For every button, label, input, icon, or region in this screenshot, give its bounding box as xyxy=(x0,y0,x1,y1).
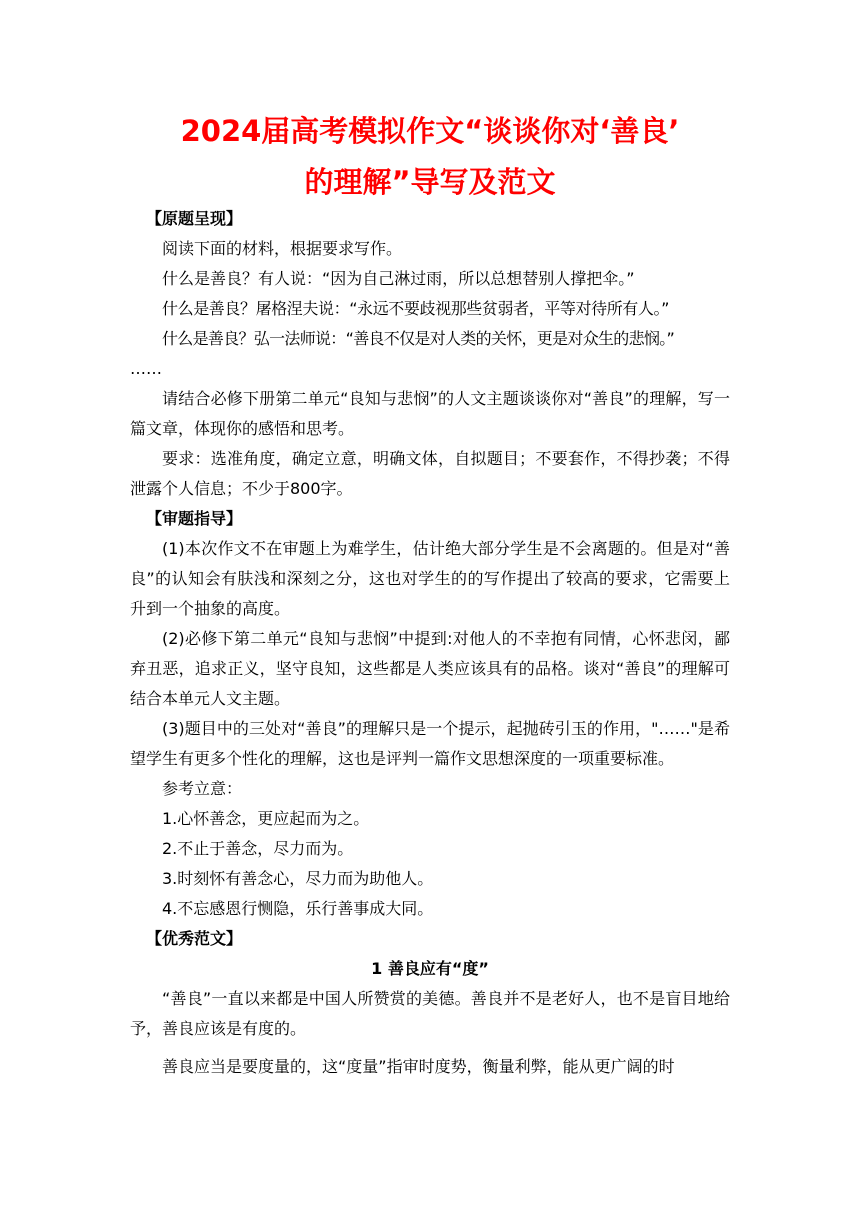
paragraph: 要求：选准角度，确定立意，明确文体，自拟题目；不要套作，不得抄袭；不得泄露个人信息；不少于800字。 xyxy=(130,449,730,498)
list-item: 2.不止于善念，尽力而为。 xyxy=(162,839,354,858)
section-heading-original: 【原题呈现】 xyxy=(146,209,243,228)
paragraph: (3)题目中的三处对“善良”的理解只是一个提示，起抛砖引玉的作用，"……"是希望学生有更多个性化的理解，这也是评判一篇作文思想深度的一项重要标准。 xyxy=(130,719,730,768)
paragraph: (1)本次作文不在审题上为难学生，估计绝大部分学生是不会离题的。但是对“善良”的认知会有肤浅和深刻之分，这也对学生的的写作提出了较高的要求，它需要上升到一个抽象的高度。 xyxy=(130,539,730,618)
essay-title: 1 善良应有“度” xyxy=(371,959,489,978)
list-item: 1.心怀善念，更应起而为之。 xyxy=(162,809,370,828)
list-item: 4.不忘感恩行恻隐，乐行善事成大同。 xyxy=(162,899,434,918)
list-item: 3.时刻怀有善念心，尽力而为助他人。 xyxy=(162,869,434,888)
paragraph: 什么是善良？有人说：“因为自己淋过雨，所以总想替别人撑把伞。” xyxy=(162,269,635,288)
ellipsis-line: …… xyxy=(130,359,162,378)
document-title-line-1: 2024届高考模拟作文“谈谈你对‘善良’ xyxy=(180,114,680,148)
paragraph: 阅读下面的材料，根据要求写作。 xyxy=(162,239,403,258)
document-title-line-2: 的理解”导写及范文 xyxy=(304,165,556,199)
paragraph: 什么是善良？弘一法师说：“善良不仅是对人类的关怀，更是对众生的悲悯。” xyxy=(162,329,675,348)
section-heading-guidance: 【审题指导】 xyxy=(146,509,243,528)
paragraph: 请结合必修下册第二单元“良知与悲悯”的人文主题谈谈你对“善良”的理解，写一篇文章，体现你的感悟和思考。 xyxy=(130,389,730,438)
paragraph: 参考立意： xyxy=(162,779,243,798)
section-heading-essay: 【优秀范文】 xyxy=(146,929,243,948)
paragraph: (2)必修下第二单元“良知与悲悯”中提到:对他人的不幸抱有同情，心怀悲闵，鄙弃丑恶，追求正义，坚守良知，这些都是人类应该具有的品格。谈对“善良”的理解可结合本单元人文主题。 xyxy=(130,629,730,708)
document-body xyxy=(130,204,730,1082)
paragraph: 什么是善良？屠格涅夫说：“永远不要歧视那些贫弱者，平等对待所有人。” xyxy=(162,299,669,318)
paragraph: 善良应当是要度量的，这“度量”指审时度势，衡量利弊，能从更广阔的时 xyxy=(162,1057,675,1076)
paragraph: “善良”一直以来都是中国人所赞赏的美德。善良并不是老好人，也不是盲目地给予，善良应该是有度的。 xyxy=(130,989,730,1038)
